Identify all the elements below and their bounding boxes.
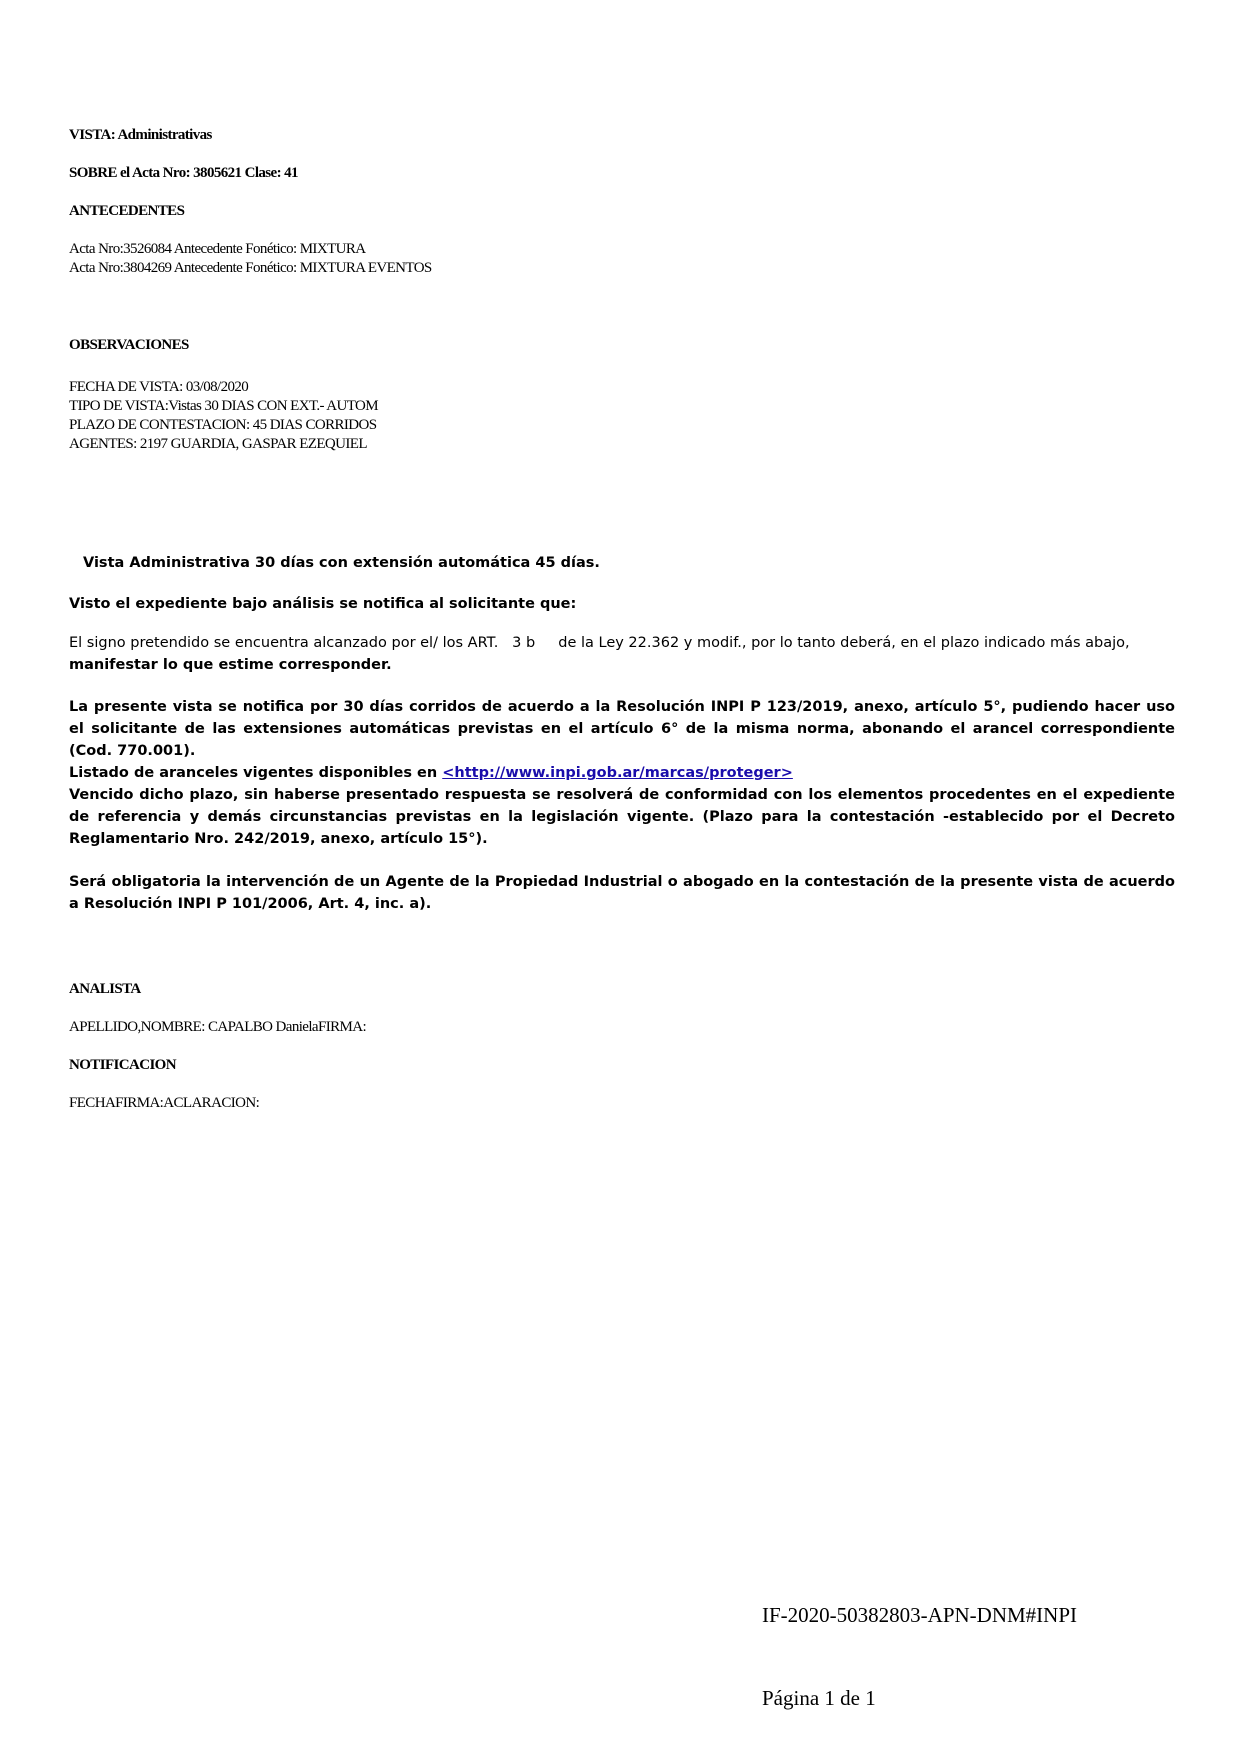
presente-paragraph bbox=[69, 696, 1175, 784]
analista-line: APELLIDO,NOMBRE: CAPALBO DanielaFIRMA: bbox=[69, 1019, 367, 1035]
observaciones-heading: OBSERVACIONES bbox=[69, 337, 189, 353]
analista-heading: ANALISTA bbox=[69, 981, 141, 997]
aranceles-link[interactable]: <http://www.inpi.gob.ar/marcas/proteger> bbox=[442, 765, 793, 781]
antecedente-item: Acta Nro:3526084 Antecedente Fonético: MIXTURA bbox=[69, 241, 366, 257]
notificacion-heading: NOTIFICACION bbox=[69, 1057, 176, 1073]
presente-text: La presente vista se notifica por 30 días corridos de acuerdo a la Resolución INPI P 123/2019, anexo, artículo 5°, pudiendo hacer uso el solicitante de las extensiones automáticas previstas en el artículo 6° de la misma norma, abonando el arancel correspondiente (Cod. 770.001). bbox=[69, 699, 1175, 759]
intro-paragraph: Visto el expediente bajo análisis se notifica al solicitante que: bbox=[69, 596, 577, 612]
antecedente-item: Acta Nro:3804269 Antecedente Fonético: MIXTURA EVENTOS bbox=[69, 260, 432, 276]
notificacion-line: FECHAFIRMA:ACLARACION: bbox=[69, 1095, 260, 1111]
signo-bold-text: manifestar lo que estime corresponder. bbox=[69, 657, 392, 673]
sobre-acta-line: SOBRE el Acta Nro: 3805621 Clase: 41 bbox=[69, 165, 298, 181]
vista-title: Vista Administrativa 30 días con extensión automática 45 días. bbox=[83, 555, 600, 571]
fecha-de-vista: FECHA DE VISTA: 03/08/2020 bbox=[69, 379, 249, 395]
tipo-de-vista: TIPO DE VISTA:Vistas 30 DIAS CON EXT.- AUTOM bbox=[69, 398, 378, 414]
plazo-de-contestacion: PLAZO DE CONTESTACION: 45 DIAS CORRIDOS bbox=[69, 417, 377, 433]
signo-text: El signo pretendido se encuentra alcanzado por el/ los ART. 3 b de la Ley 22.362 y modif., por lo tanto deberá, en el plazo indicado más abajo, bbox=[69, 635, 1130, 651]
antecedentes-heading: ANTECEDENTES bbox=[69, 203, 185, 219]
agentes: AGENTES: 2197 GUARDIA, GASPAR EZEQUIEL bbox=[69, 436, 367, 452]
obligatoria-paragraph: Será obligatoria la intervención de un Agente de la Propiedad Industrial o abogado en la contestación de la presente vista de acuerdo a Resolución INPI P 101/2006, Art. 4, inc. a). bbox=[69, 874, 1175, 912]
vencido-paragraph: Vencido dicho plazo, sin haberse presentado respuesta se resolverá de conformidad con los elementos procedentes en el expediente de referencia y demás circunstancias previstas en la legislación vigente. (Plazo para la contestación -establecido por el Decreto Reglamentario Nro. 242/2019, anexo, artículo 15°). bbox=[69, 787, 1175, 847]
observaciones-details bbox=[69, 378, 378, 454]
document-id: IF-2020-50382803-APN-DNM#INPI bbox=[762, 1603, 1077, 1627]
vista-heading: VISTA: Administrativas bbox=[69, 127, 212, 143]
signo-paragraph bbox=[69, 632, 1175, 676]
page-number: Página 1 de 1 bbox=[762, 1686, 876, 1710]
antecedentes-list bbox=[69, 240, 432, 278]
listado-text: Listado de aranceles vigentes disponibles en bbox=[69, 765, 443, 781]
